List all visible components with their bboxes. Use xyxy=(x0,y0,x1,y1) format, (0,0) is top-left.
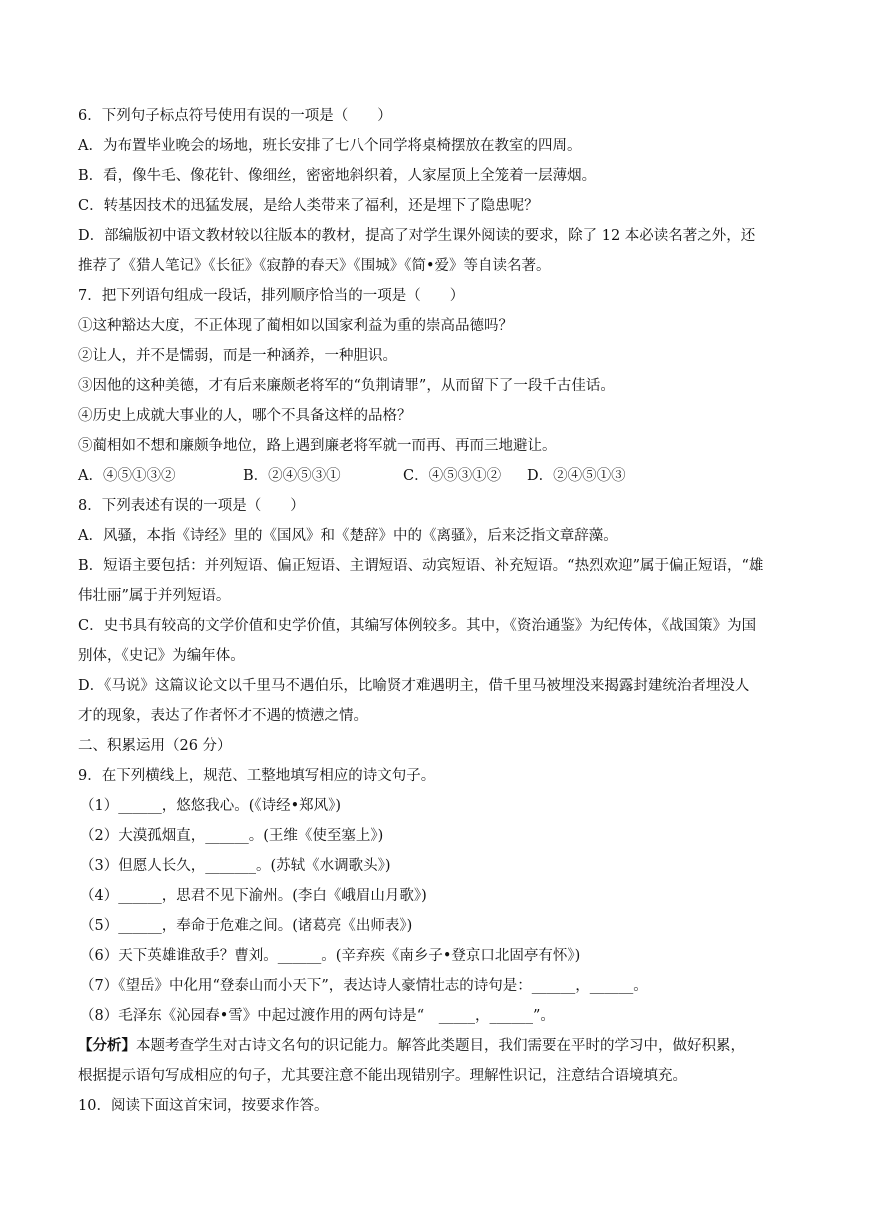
q9-item-5: （5）______，奉命于危难之间。(诸葛亮《出师表》) xyxy=(80,918,413,934)
q9-stem: 9．在下列横线上，规范、工整地填写相应的诗文句子。 xyxy=(78,768,436,784)
q7-sentence-2: ②让人，并不是懦弱，而是一种涵养，一种胆识。 xyxy=(78,348,397,364)
q6-stem: 6．下列句子标点符号使用有误的一项是（ ） xyxy=(78,108,392,124)
q7-sentence-3: ③因他的这种美德，才有后来廉颇老将军的“负荆请罪”，从而留下了一段千古佳话。 xyxy=(78,378,615,394)
q7-sentence-5: ⑤蔺相如不想和廉颇争地位，路上遇到廉老将军就一而再、再而三地避让。 xyxy=(78,438,557,454)
q8-option-b-line2: 伟壮丽”属于并列短语。 xyxy=(78,588,231,604)
q7-option-b: B．②④⑤③① xyxy=(243,468,341,484)
q8-option-d-line2: 才的现象，表达了作者怀才不遇的愤懑之情。 xyxy=(78,708,368,724)
q6-option-c: C．转基因技术的迅猛发展，是给人类带来了福利，还是埋下了隐患呢？ xyxy=(78,198,539,214)
q9-item-1: （1）______，悠悠我心。(《诗经•郑风》) xyxy=(80,798,342,814)
q8-option-c-line2: 别体，《史记》为编年体。 xyxy=(78,648,245,664)
q7-sentence-1: ①这种豁达大度，不正体现了蔺相如以国家利益为重的崇高品德吗？ xyxy=(78,318,513,334)
q9-item-6: （6）天下英雄谁敌手？曹刘。______。(辛弃疾《南乡子•登京口北固亭有怀》) xyxy=(80,948,581,964)
q9-item-8: （8）毛泽东《沁园春•雪》中起过渡作用的两句诗是“ _____，______”。 xyxy=(80,1008,555,1024)
q9-item-2: （2）大漠孤烟直，______。(王维《使至塞上》) xyxy=(80,828,384,844)
q7-options xyxy=(78,466,626,486)
q7-stem: 7．把下列语句组成一段话，排列顺序恰当的一项是（ ） xyxy=(78,288,465,304)
q8-option-d-line1: D．《马说》这篇议论文以千里马不遇伯乐，比喻贤才难遇明主，借千里马被埋没来揭露封建统治者埋没人 xyxy=(78,678,750,694)
q10-stem: 10．阅读下面这首宋词，按要求作答。 xyxy=(78,1098,329,1114)
q7-option-c: C．④⑤③①② xyxy=(403,468,502,484)
analysis-line1 xyxy=(78,1036,745,1056)
q7-option-a: A．④⑤①③② xyxy=(78,468,176,484)
q7-option-d: D．②④⑤①③ xyxy=(527,468,626,484)
analysis-line2: 根据提示语句写成相应的句子，尤其要注意不能出现错别字。理解性识记，注意结合语境填充。 xyxy=(78,1068,687,1084)
q6-option-d-line2: 推荐了《猎人笔记》《长征》《寂静的春天》《围城》《简•爱》等自读名著。 xyxy=(78,258,551,274)
q9-item-7: （7）《望岳》中化用“登泰山而小天下”，表达诗人豪情壮志的诗句是：______，______。 xyxy=(80,978,648,994)
q8-option-c-line1: C．史书具有较高的文学价值和史学价值，其编写体例较多。其中，《资治通鉴》为纪传体，《战国策》为国 xyxy=(78,618,757,634)
q7-sentence-4: ④历史上成就大事业的人，哪个不具备这样的品格？ xyxy=(78,408,412,424)
q9-item-4: （4）______，思君不见下渝州。(李白《峨眉山月歌》) xyxy=(80,888,427,904)
q6-option-a: A．为布置毕业晚会的场地，班长安排了七八个同学将桌椅摆放在教室的四周。 xyxy=(78,138,582,154)
analysis-tag: 【分析】 xyxy=(78,1037,136,1054)
q8-stem: 8．下列表述有误的一项是（ ） xyxy=(78,498,305,514)
q9-item-3: （3）但愿人长久，_______。(苏轼《水调歌头》) xyxy=(80,858,391,874)
q8-option-a: A．风骚，本指《诗经》里的《国风》和《楚辞》中的《离骚》，后来泛指文章辞藻。 xyxy=(78,528,618,544)
q6-option-d-line1: D．部编版初中语文教材较以往版本的教材，提高了对学生课外阅读的要求，除了 12 本必读名著之外，还 xyxy=(78,228,756,244)
q6-option-b: B．看，像牛毛、像花针、像细丝，密密地斜织着，人家屋顶上全笼着一层薄烟。 xyxy=(78,168,597,184)
q8-option-b-line1: B．短语主要包括：并列短语、偏正短语、主谓短语、动宾短语、补充短语。“热烈欢迎”属于偏正短语，“雄 xyxy=(78,558,764,574)
analysis-text-1: 本题考查学生对古诗文名句的识记能力。解答此类题目，我们需要在平时的学习中，做好积累， xyxy=(136,1038,745,1054)
section-2-heading: 二、积累运用（26 分） xyxy=(78,738,232,754)
